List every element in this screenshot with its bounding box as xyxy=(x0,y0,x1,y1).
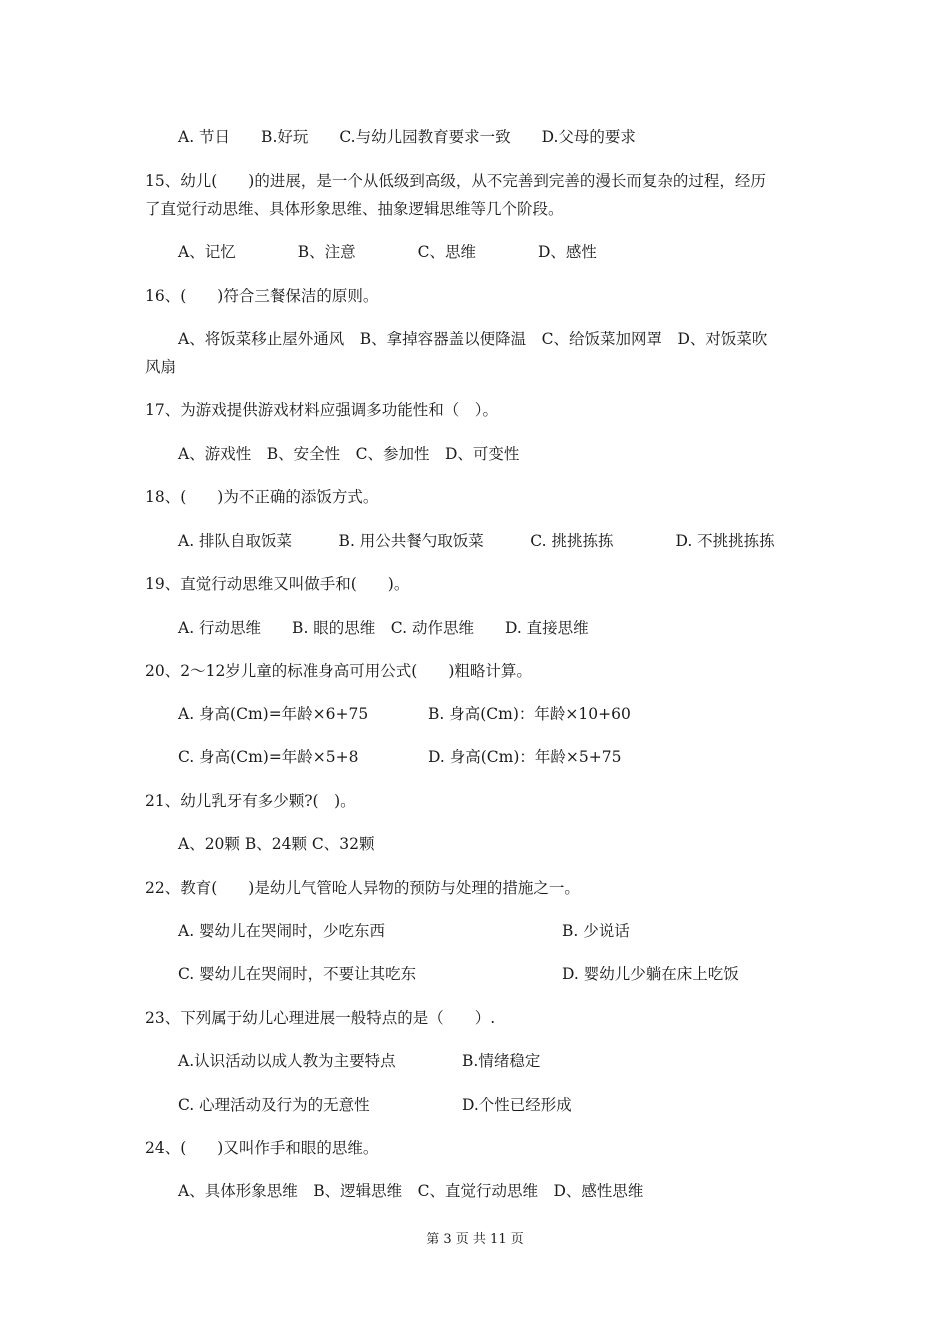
page-footer: 第 3 页 共 11 页 xyxy=(426,1232,524,1247)
question-16-options-cont: 风扇 xyxy=(145,358,177,376)
question-22-option-b: B. 少说话 xyxy=(562,922,630,940)
question-15: 15、幼儿( )的进展，是一个从低级到高级，从不完善到完善的漫长而复杂的过程，经历 xyxy=(145,172,766,190)
question-15-options: A、记忆 B、注意 C、思维 D、感性 xyxy=(178,243,597,261)
question-24-options: A、具体形象思维 B、逻辑思维 C、直觉行动思维 D、感性思维 xyxy=(178,1182,644,1200)
question-19: 19、直觉行动思维又叫做手和( )。 xyxy=(145,575,410,593)
question-20-option-d: D. 身高(Cm)：年龄×5+75 xyxy=(428,748,622,766)
question-18-options: A. 排队自取饭菜 B. 用公共餐勺取饭菜 C. 挑挑拣拣 D. 不挑挑拣拣 xyxy=(178,532,775,550)
question-17-options: A、游戏性 B、安全性 C、参加性 D、可变性 xyxy=(178,445,520,463)
line-14-options: A. 节日 B.好玩 C.与幼儿园教育要求一致 D.父母的要求 xyxy=(178,128,636,146)
question-15-cont: 了直觉行动思维、具体形象思维、抽象逻辑思维等几个阶段。 xyxy=(145,200,564,218)
question-22: 22、教育( )是幼儿气管呛人异物的预防与处理的措施之一。 xyxy=(145,879,580,897)
question-23-option-b: B.情绪稳定 xyxy=(462,1052,541,1070)
question-22-option-c: C. 婴幼儿在哭闹时，不要让其吃东 xyxy=(178,965,417,983)
question-20-option-b: B. 身高(Cm)：年龄×10+60 xyxy=(428,705,631,723)
question-16-options: A、将饭菜移止屋外通风 B、拿掉容器盖以便降温 C、给饭菜加网罩 D、对饭菜吹 xyxy=(178,330,768,348)
question-19-options: A. 行动思维 B. 眼的思维 C. 动作思维 D. 直接思维 xyxy=(178,619,589,637)
question-20-option-c: C. 身高(Cm)=年龄×5+8 xyxy=(178,748,359,766)
question-20-option-a: A. 身高(Cm)=年龄×6+75 xyxy=(178,705,369,723)
question-21: 21、幼儿乳牙有多少颗?( )。 xyxy=(145,792,356,810)
question-23-option-d: D.个性已经形成 xyxy=(462,1096,572,1114)
question-23-option-a: A.认识活动以成人教为主要特点 xyxy=(178,1052,396,1070)
question-23: 23、下列属于幼儿心理进展一般特点的是（ ）. xyxy=(145,1009,496,1027)
question-20: 20、2～12岁儿童的标准身高可用公式( )粗略计算。 xyxy=(145,662,532,680)
question-22-option-d: D. 婴幼儿少躺在床上吃饭 xyxy=(562,965,739,983)
question-22-option-a: A. 婴幼儿在哭闹时，少吃东西 xyxy=(178,922,386,940)
question-18: 18、( )为不正确的添饭方式。 xyxy=(145,488,379,506)
question-21-options: A、20颗 B、24颗 C、32颗 xyxy=(178,835,375,853)
question-17: 17、为游戏提供游戏材料应强调多功能性和（ ）。 xyxy=(145,401,498,419)
question-23-option-c: C. 心理活动及行为的无意性 xyxy=(178,1096,370,1114)
question-24: 24、( )又叫作手和眼的思维。 xyxy=(145,1139,379,1157)
question-16: 16、( )符合三餐保洁的原则。 xyxy=(145,287,379,305)
